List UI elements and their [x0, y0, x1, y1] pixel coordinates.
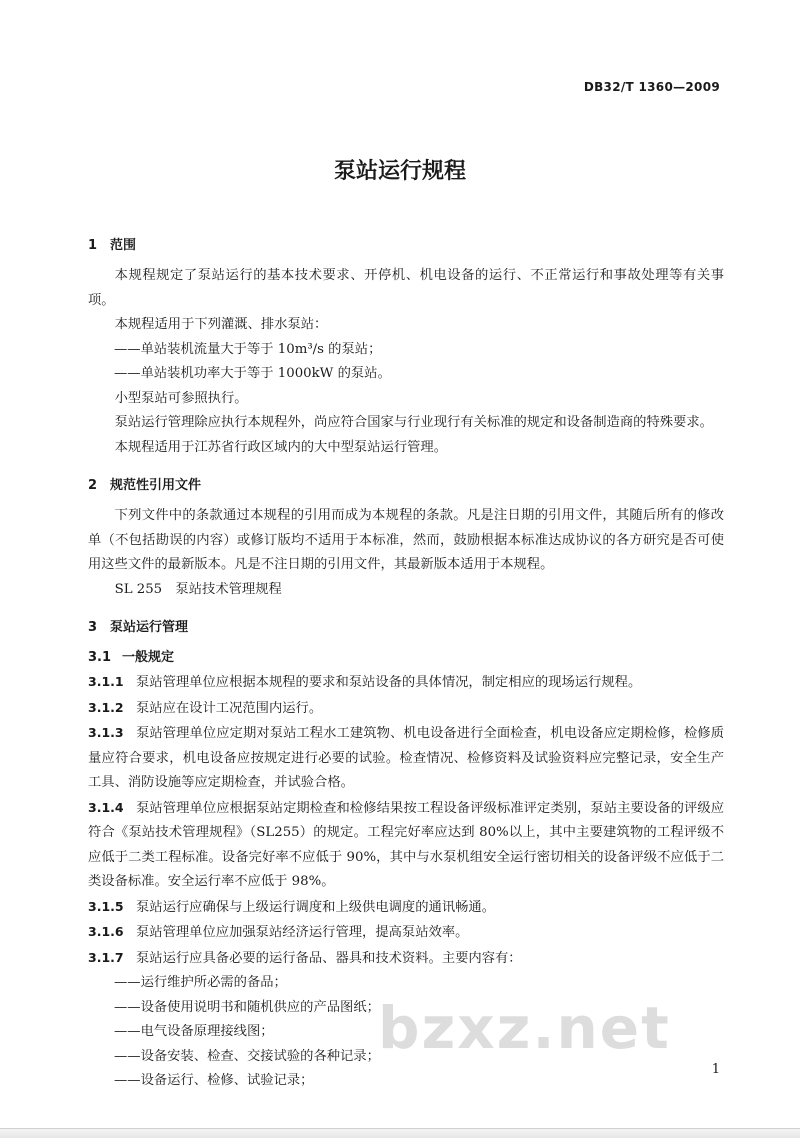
dash-list-item: ——设备运行、检修、试验记录；: [114, 1073, 314, 1088]
clause-text: 泵站运行应具备必要的运行备品、器具和技术资料。主要内容有：: [136, 950, 522, 966]
dash-list-item: ——设备安装、检查、交接试验的各种记录；: [114, 1048, 380, 1064]
clause-number: 3.1.1: [88, 674, 124, 689]
standard-code: DB32/T 1360—2009: [583, 80, 720, 94]
paragraph: 下列文件中的条款通过本规程的引用而成为本规程的条款。凡是注日期的引用文件，其随后所有的修改单（不包括勘误的内容）或修订版均不适用于本标准，然而，鼓励根据本标准达成协议的各方研究是否可使用这些文件的最新版本。凡是不注日期的引用文件，其最新版本适用于本规程。: [88, 508, 724, 572]
clause-text: 泵站管理单位应定期对泵站工程水工建筑物、机电设备进行全面检查，机电设备应定期检修，检修质量应符合要求，机电设备应按规定进行必要的试验。检查情况、检修资料及试验资料应完整记录，安全生产工具、消防设施等应定期检查，并试验合格。: [88, 726, 724, 790]
section-3-heading: [88, 616, 724, 640]
subsection-3-1-heading: [88, 646, 724, 670]
section-number: 2: [88, 478, 98, 493]
clause-number: 3.1.3: [88, 725, 124, 740]
clause: [88, 920, 724, 946]
dash-list-item: ——运行维护所必需的备品；: [114, 975, 287, 990]
clause-number: 3.1.2: [88, 699, 124, 715]
document-title: 泵站运行规程: [333, 159, 466, 184]
section-number: 1: [88, 238, 98, 253]
dash-list-item: ——单站装机功率大于等于 1000kW 的泵站。: [114, 366, 391, 381]
clause: [88, 721, 724, 796]
dash-list-item: ——电气设备原理接线图；: [114, 1024, 274, 1039]
watermark: bzxz.net: [378, 994, 671, 1062]
clause-number: 3.1.7: [88, 949, 124, 965]
clause: [88, 895, 724, 921]
paragraph: 本规程适用于下列灌溉、排水泵站：: [114, 317, 328, 332]
document-body: [88, 234, 724, 1094]
clause-number: 3.1.4: [88, 799, 124, 815]
clause: [88, 670, 724, 696]
section-number: 3: [88, 620, 98, 635]
section-title: 规范性引用文件: [110, 478, 202, 493]
section-title: 范围: [110, 238, 137, 253]
section-2-heading: [88, 474, 724, 498]
clause-number: 3.1.6: [88, 924, 124, 939]
subsection-number: 3.1: [88, 650, 112, 665]
clause-text: 泵站运行应确保与上级运行调度和上级供电调度的通讯畅通。: [136, 899, 496, 915]
section-title: 泵站运行管理: [110, 620, 189, 635]
subsection-title: 一般规定: [122, 650, 175, 665]
clause-text: 泵站管理单位应加强泵站经济运行管理，提高泵站效率。: [136, 925, 469, 940]
paragraph: 本规程规定了泵站运行的基本技术要求、开停机、机电设备的运行、不正常运行和事故处理等有关事项。: [88, 268, 724, 308]
paragraph: 泵站运行管理除应执行本规程外，尚应符合国家与行业现行有关标准的规定和设备制造商的特殊要求。: [114, 415, 713, 430]
dash-list-item: ——设备使用说明书和随机供应的产品图纸；: [114, 999, 380, 1015]
clause-text: 泵站管理单位应根据泵站定期检查和检修结果按工程设备评级标准评定类别，泵站主要设备的评级应符合《泵站技术管理规程》（SL255）的规定。工程完好率应达到 80%以上，其中主要建筑物的工程评级不应低于二类工程标准。设备完好率不应低于 90%，其中与水泵机组安全运行密切相关的设备评级不应低于二类设备标准。安全运行率不应低于 98%。: [88, 800, 724, 889]
dash-list-item: ——单站装机流量大于等于 10m³/s 的泵站；: [114, 341, 382, 357]
page-number: 1: [711, 1062, 720, 1077]
clause: [88, 696, 724, 722]
section-1-heading: [88, 234, 724, 258]
paragraph: 本规程适用于江苏省行政区域内的大中型泵站运行管理。: [114, 439, 448, 455]
paragraph: 小型泵站可参照执行。: [114, 390, 248, 406]
normative-reference: SL 255 泵站技术管理规程: [114, 581, 282, 597]
clause: [88, 796, 724, 895]
clause-text: 泵站应在设计工况范围内运行。: [136, 700, 323, 716]
clause-text: 泵站管理单位应根据本规程的要求和泵站设备的具体情况，制定相应的现场运行规程。: [136, 675, 642, 690]
clause-number: 3.1.5: [88, 898, 124, 914]
clause: [88, 946, 724, 972]
